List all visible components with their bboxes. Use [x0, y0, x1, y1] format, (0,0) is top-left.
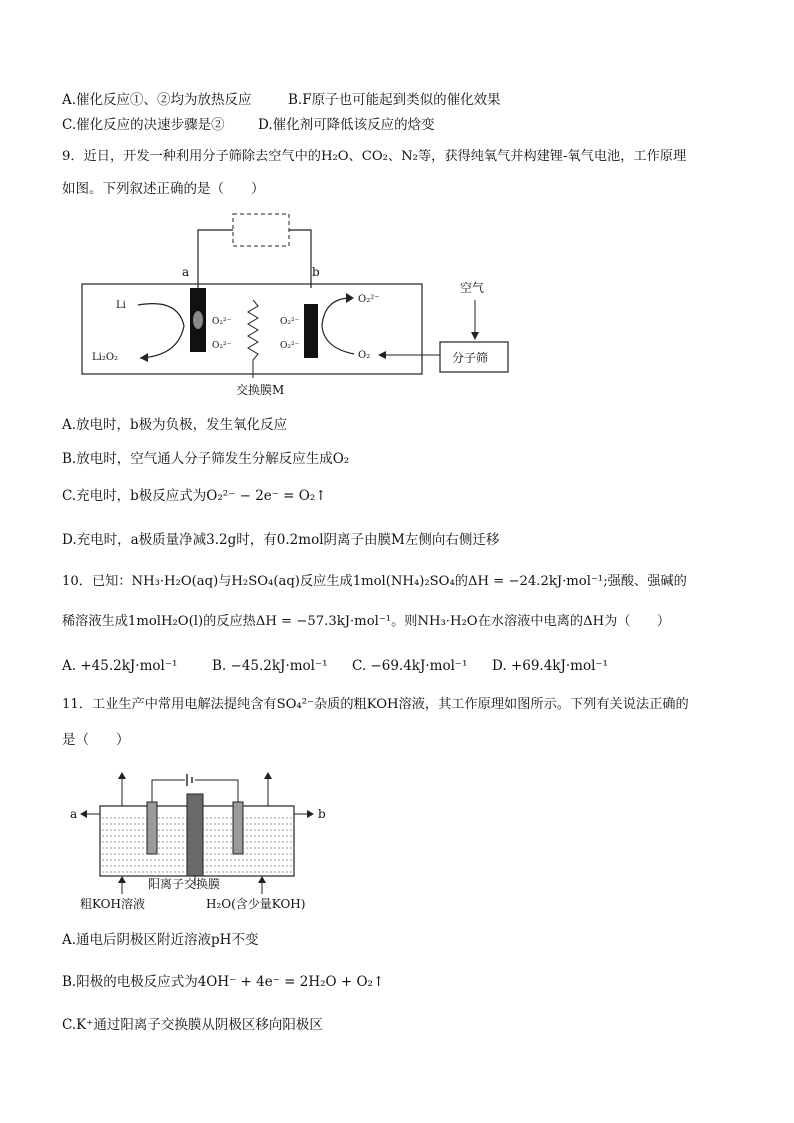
q9-option-a: A.放电时，b极为负极，发生氧化反应: [62, 417, 288, 433]
q9-label-sieve: 分子筛: [452, 351, 489, 365]
q9-left-arrowhead: [140, 353, 148, 362]
q11-stem-line1: 11．工业生产中常用电解法提纯含有SO₄²⁻杂质的粗KOH溶液，其工作原理如图所示。下列有关说法正确的: [62, 697, 689, 712]
q9-right-arrowhead: [346, 293, 354, 303]
q11-inlet-arrowhead: [118, 876, 126, 883]
q9-label-li: Li: [116, 300, 126, 311]
q9-exchange-membrane: [248, 300, 258, 360]
q11-option-b: B.阳极的电极反应式为4OH⁻ + 4e⁻ = 2H₂O + O₂↑: [62, 974, 385, 990]
q11-arrowhead-b: [307, 810, 314, 818]
q9-option-b: B.放电时，空气通人分子筛发生分解反应生成O₂: [62, 451, 350, 467]
q10-option-c: C. −69.4kJ·mol⁻¹: [352, 658, 468, 674]
q10-option-b: B. −45.2kJ·mol⁻¹: [212, 658, 328, 674]
q11-option-c: C.K⁺通过阳离子交换膜从阴极区移向阳极区: [62, 1017, 323, 1033]
q11-label-right-solution: H₂O(含少量KOH): [206, 897, 306, 911]
q9-label-o2-2minus: O₂²⁻: [212, 341, 232, 351]
q9-label-o2-2minus: O₂²⁻: [280, 317, 300, 327]
q11-stem-line2: 是（ ）: [62, 732, 130, 748]
q11-label-left-solution: 粗KOH溶液: [80, 897, 145, 911]
q11-vent-arrowhead: [264, 772, 272, 779]
q8-option-c: C.催化反应的决速步骤是②: [62, 117, 225, 133]
q9-label-a: a: [182, 265, 190, 279]
q10-stem-line1: 10．已知：NH₃·H₂O(aq)与H₂SO₄(aq)反应生成1mol(NH₄)₂SO₄的ΔH = −24.2kJ·mol⁻¹;强酸、强碱的: [62, 574, 687, 589]
q9-air-arrowhead: [471, 332, 479, 340]
q10-option-d: D. +69.4kJ·mol⁻¹: [492, 658, 608, 674]
q11-electrode-left: [147, 802, 157, 854]
q9-label-li2o2: Li₂O₂: [92, 352, 119, 363]
q11-option-a: A.通电后阴极区附近溶液pH不变: [62, 932, 259, 948]
q9-electrode-glow: [193, 311, 203, 329]
q11-cation-membrane: [187, 794, 203, 876]
q11-arrowhead-a: [80, 810, 87, 818]
q8-option-b: B.F原子也可能起到类似的催化效果: [288, 92, 501, 108]
q9-wire: [289, 230, 311, 288]
q9-left-arrow: [138, 304, 184, 358]
q10-option-a: A. +45.2kJ·mol⁻¹: [62, 658, 178, 674]
q9-label-air: 空气: [460, 281, 485, 295]
q9-right-arrow: [322, 298, 354, 354]
q8-option-d: D.催化剂可降低该反应的焓变: [258, 117, 435, 133]
q9-sieve-to-cell-arrowhead: [378, 351, 386, 359]
q9-battery-diagram: [78, 208, 538, 408]
q11-label-b: b: [318, 807, 326, 821]
q9-option-d: D.充电时，a极质量净减3.2g时，有0.2mol阴离子由膜M左侧向右侧迁移: [62, 532, 500, 548]
q9-label-o2-2minus: O₂²⁻: [280, 341, 300, 351]
q9-electrode-b: [304, 304, 318, 358]
q9-label-membrane: 交换膜M: [236, 383, 285, 397]
q11-electrode-right: [233, 802, 243, 854]
q9-label-o2-in: O₂: [358, 350, 371, 361]
q9-label-o2-2minus: O₂²⁻: [212, 317, 232, 327]
q9-stem-line1: 9．近日，开发一种利用分子筛除去空气中的H₂O、CO₂、N₂等，获得纯氧气并构建锂-氧气电池，工作原理: [62, 149, 687, 164]
q11-electrolysis-diagram: [70, 764, 370, 914]
q9-label-o2-2minus-out: O₂²⁻: [358, 294, 380, 305]
q11-inlet-arrowhead: [258, 876, 266, 883]
q9-wire: [198, 230, 233, 288]
q11-vent-arrowhead: [118, 772, 126, 779]
q9-load-dashed-box: [233, 214, 289, 246]
q9-stem-line2: 如图。下列叙述正确的是（ ）: [62, 181, 265, 197]
q8-option-a: A.催化反应①、②均为放热反应: [62, 92, 252, 108]
q11-label-membrane: 阳离子交换膜: [148, 877, 221, 891]
q11-label-a: a: [70, 807, 78, 821]
q9-label-b: b: [312, 265, 320, 279]
q9-option-c: C.充电时，b极反应式为O₂²⁻ − 2e⁻ = O₂↑: [62, 488, 327, 504]
q10-stem-line2: 稀溶液生成1molH₂O(l)的反应热ΔH = −57.3kJ·mol⁻¹。则NH₃·H₂O在水溶液中电离的ΔH为（ ）: [62, 614, 671, 629]
